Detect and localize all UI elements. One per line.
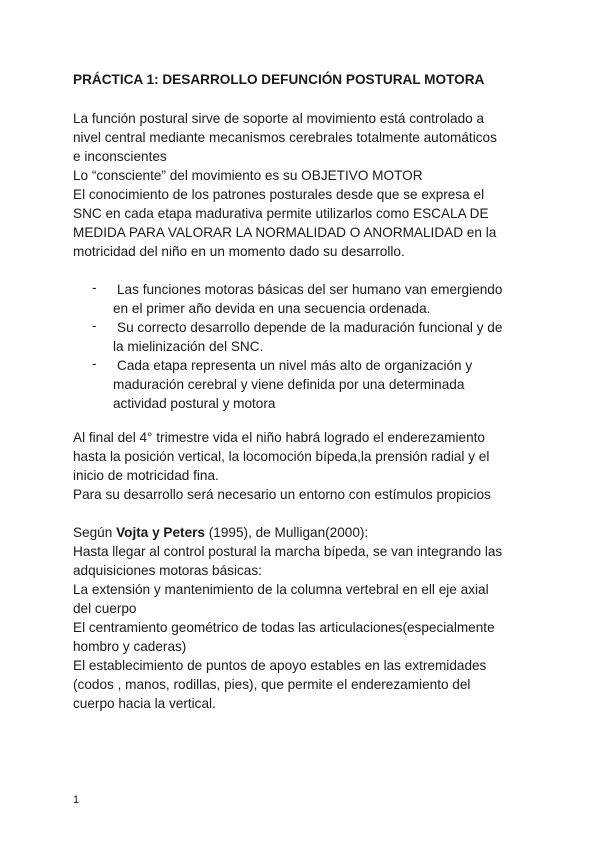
bullet-item xyxy=(92,280,502,318)
text-line: del cuerpo xyxy=(73,601,137,616)
bullet-item xyxy=(92,356,502,413)
bullet-line: actividad postural y motora xyxy=(113,396,276,411)
bullet-dash: - xyxy=(92,280,97,295)
bullet-dash: - xyxy=(92,356,97,371)
paragraph-intro xyxy=(73,109,497,261)
text-line: inicio de motricidad fina. xyxy=(73,468,219,483)
page-number: 1 xyxy=(73,794,80,806)
text-line: adquisiciones motoras básicas: xyxy=(73,563,262,578)
text-line: MEDIDA PARA VALORAR LA NORMALIDAD O ANORMALIDAD en la xyxy=(73,225,497,240)
paragraph-final-trimestre xyxy=(73,428,491,504)
bullet-item xyxy=(92,318,502,356)
text-line: hasta la posición vertical, la locomoción bípeda,la prensión radial y el xyxy=(73,449,490,464)
text-line: nivel central mediante mecanismos cerebrales totalmente automáticos xyxy=(73,130,497,145)
text-line: Para su desarrollo será necesario un entorno con estímulos propicios xyxy=(73,487,491,502)
bullet-line: maduración cerebral y viene definida por una determinada xyxy=(113,377,465,392)
bullet-line: en el primer año devida en una secuencia ordenada. xyxy=(113,301,431,316)
paragraph-vojta xyxy=(73,523,502,713)
bullet-dash: - xyxy=(92,318,97,333)
bullet-line: Las funciones motoras básicas del ser humano van emergiendo xyxy=(117,282,503,297)
text-line: El establecimiento de puntos de apoyo estables en las extremidades xyxy=(73,658,487,673)
citation-authors: Vojta y Peters xyxy=(116,525,205,540)
citation-pre: Según xyxy=(73,525,117,540)
bullet-line: Cada etapa representa un nivel más alto de organización y xyxy=(117,358,473,373)
document-title xyxy=(73,70,484,89)
text-line: Hasta llegar al control postural la marcha bípeda, se van integrando las xyxy=(73,544,503,559)
bullet-line: la mielinización del SNC. xyxy=(113,339,264,354)
text-line: Lo “consciente” del movimiento es su OBJETIVO MOTOR xyxy=(73,168,423,183)
citation-post: (1995), de Mulligan(2000): xyxy=(205,525,369,540)
text-line: Al final del 4° trimestre vida el niño habrá logrado el enderezamiento xyxy=(73,430,485,445)
text-line: El centramiento geométrico de todas las articulaciones(especialmente xyxy=(73,620,495,635)
title-text: PRÁCTICA 1: DESARROLLO DEFUNCIÓN POSTURAL MOTORA xyxy=(73,72,485,87)
text-line: cuerpo hacia la vertical. xyxy=(73,696,216,711)
text-line: El conocimiento de los patrones posturales desde que se expresa el xyxy=(73,187,485,202)
bullet-line: Su correcto desarrollo depende de la maduración funcional y de xyxy=(117,320,503,335)
text-line: La función postural sirve de soporte al movimiento está controlado a xyxy=(73,111,485,126)
bullet-list xyxy=(92,280,502,413)
citation-line xyxy=(73,523,502,542)
text-line: SNC en cada etapa madurativa permite utilizarlos como ESCALA DE xyxy=(73,206,489,221)
text-line: La extensión y mantenimiento de la columna vertebral en ell eje axial xyxy=(73,582,489,597)
text-line: hombro y caderas) xyxy=(73,639,187,654)
text-line: e inconscientes xyxy=(73,149,167,164)
text-line: (codos , manos, rodillas, pies), que permite el enderezamiento del xyxy=(73,677,471,692)
text-line: motricidad del niño en un momento dado su desarrollo. xyxy=(73,244,405,259)
